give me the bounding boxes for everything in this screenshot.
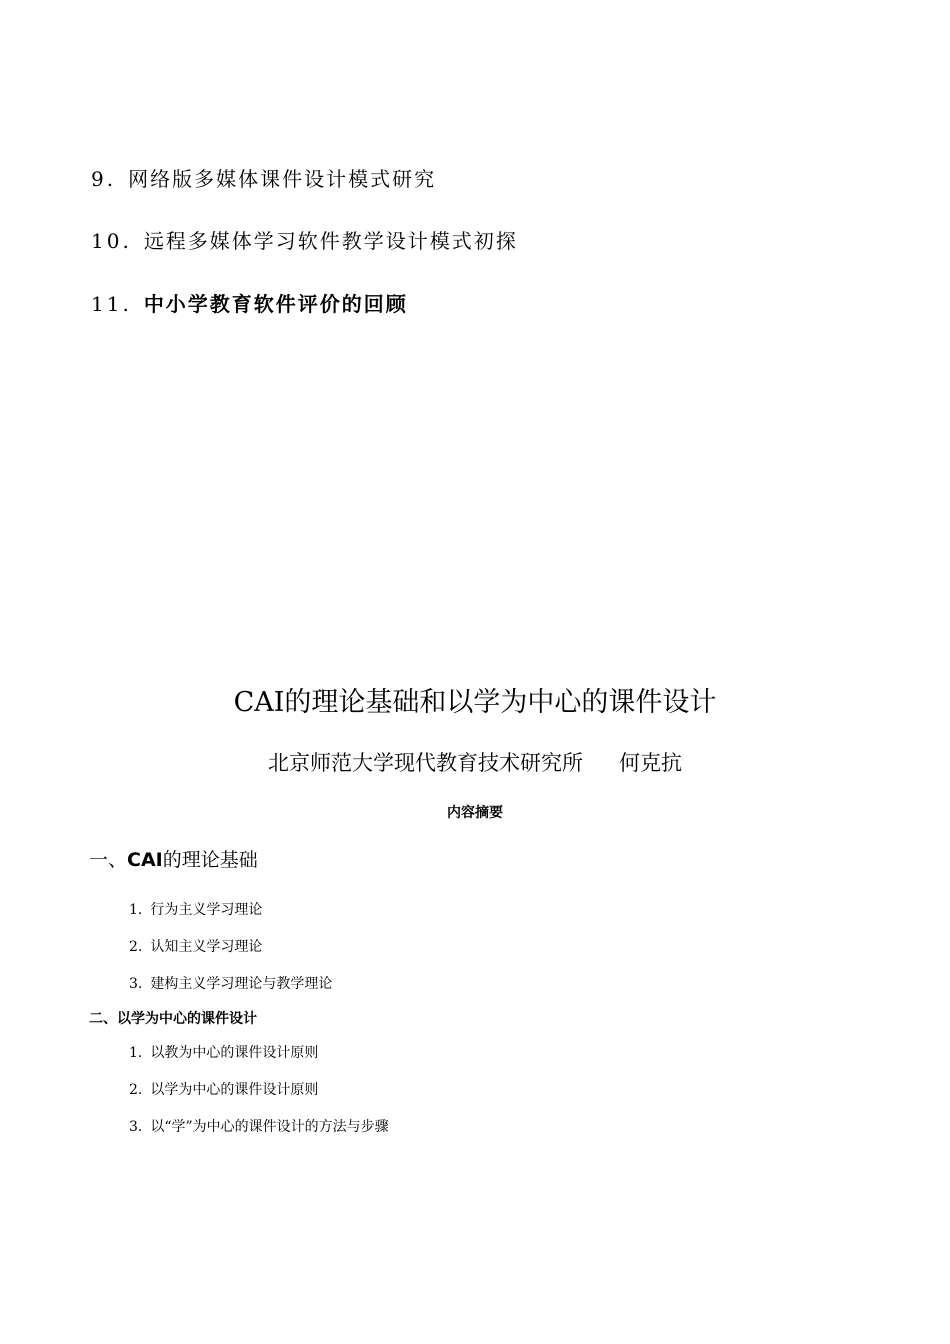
item-text: 以学为中心的课件设计原则	[150, 1082, 319, 1098]
article-title: CAI的理论基础和以学为中心的课件设计	[233, 687, 717, 718]
toc-item-number: 10.	[91, 229, 132, 253]
section-1-item-2	[129, 936, 262, 956]
item-text: 以“学”为中心的课件设计的方法与步骤	[150, 1119, 389, 1135]
toc-item-10	[91, 225, 518, 254]
section-1-item-1	[129, 899, 262, 919]
item-number: 1.	[129, 1045, 143, 1061]
toc-item-number: 9.	[91, 167, 117, 191]
abstract-label: 内容摘要	[447, 805, 503, 821]
section-heading-latin: CAI	[127, 849, 163, 871]
section-heading-1	[89, 845, 258, 872]
item-number: 2.	[129, 939, 143, 955]
item-number: 1.	[129, 902, 143, 918]
item-number: 3.	[129, 976, 143, 992]
toc-item-title: 远程多媒体学习软件教学设计模式初探	[143, 229, 518, 253]
author-line	[0, 747, 950, 777]
item-number: 3.	[129, 1119, 143, 1135]
toc-item-9	[91, 163, 436, 192]
section-1-item-3	[129, 973, 332, 993]
item-text: 行为主义学习理论	[150, 902, 263, 918]
item-number: 2.	[129, 1082, 143, 1098]
section-2-item-3	[129, 1116, 389, 1136]
toc-item-11	[91, 288, 408, 317]
section-prefix: 一、	[89, 849, 128, 871]
item-text: 建构主义学习理论与教学理论	[150, 976, 333, 992]
item-text: 以教为中心的课件设计原则	[150, 1045, 319, 1061]
section-2-item-2	[129, 1079, 318, 1099]
section-heading-rest: 的理论基础	[162, 849, 258, 871]
toc-item-title: 中小学教育软件评价的回顾	[143, 292, 408, 316]
toc-item-title: 网络版多媒体课件设计模式研究	[128, 167, 437, 191]
section-2-item-1	[129, 1042, 318, 1062]
author-name: 何克抗	[619, 751, 682, 775]
item-text: 认知主义学习理论	[150, 939, 263, 955]
author-affiliation: 北京师范大学现代教育技术研究所	[268, 751, 583, 775]
section-heading-2: 二、以学为中心的课件设计	[89, 1011, 257, 1027]
toc-item-number: 11.	[91, 292, 132, 316]
